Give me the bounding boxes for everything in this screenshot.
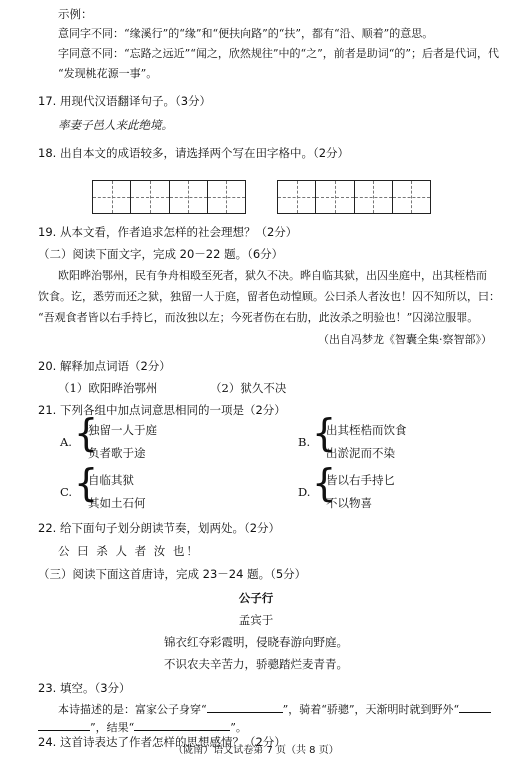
q23-prompt: 23. 填空。（3分） xyxy=(38,681,131,695)
q21-prompt: 21. 下列各组中加点词意思相同的一项是（2分） xyxy=(38,403,286,417)
section2-heading: （二）阅读下面文字，完成 20－22 题。（6分） xyxy=(38,247,284,261)
q17-quote: 率妻子邑人来此绝境。 xyxy=(58,118,173,132)
poem-author: 孟宾于 xyxy=(238,613,274,627)
q21-option-d-2: 不以物喜 xyxy=(326,496,372,510)
q20-item-2: （2）狱久不决 xyxy=(210,381,287,395)
passage-line-3: “吾观食者皆以右手持匕，而汝独以左；今死者伤在右肋，此汝杀之明验也！”囚涕泣服罪。 xyxy=(38,311,479,324)
q21-option-c-1: 自临其狱 xyxy=(88,473,134,487)
brace-icon: { xyxy=(312,461,337,505)
q21-option-a-1: 独留一人于庭 xyxy=(88,423,157,437)
answer-blank-3[interactable] xyxy=(134,718,230,731)
brace-icon: { xyxy=(74,411,99,455)
answer-blank-2a[interactable] xyxy=(459,700,491,713)
grid-cell[interactable] xyxy=(93,181,130,213)
q23-text-1: 本诗描述的是：富家公子身穿“ xyxy=(58,703,207,716)
example-heading: 示例： xyxy=(58,7,93,21)
q21-option-a-2: 负者歌于途 xyxy=(88,446,146,460)
q21-option-c-2: 其如土石何 xyxy=(88,496,146,510)
brace-icon: { xyxy=(312,411,337,455)
passage-source: （出自冯梦龙《智囊全集·察智部》） xyxy=(318,333,492,346)
answer-blank-1[interactable] xyxy=(207,700,283,713)
q20-item-1: （1）欧阳晔治鄂州 xyxy=(58,381,158,395)
grid-cell[interactable] xyxy=(392,181,430,213)
q23-line-1 xyxy=(58,700,491,719)
q20-prompt: 20. 解释加点词语（2分） xyxy=(38,359,171,373)
page-footer: （陇南）语文试卷第 7 页（共 8 页） xyxy=(173,745,339,756)
q21-option-d-label: D. xyxy=(298,485,311,499)
grid-cell[interactable] xyxy=(315,181,353,213)
q21-option-d-1: 皆以右手持匕 xyxy=(326,473,395,487)
grid-cell[interactable] xyxy=(130,181,168,213)
example-line-2: 字同意不同：“忘路之远近”“闻之，欣然规往”中的“之”，前者是助词“的”；后者是代词，代 xyxy=(58,47,499,60)
q17-prompt: 17. 用现代汉语翻译句子。（3分） xyxy=(38,94,212,108)
q21-option-b-1: 出其桎梏而饮食 xyxy=(326,423,407,437)
grid-cell[interactable] xyxy=(207,181,245,213)
q23-text-2: ”，骑着“骄骢”，天渐明时就到野外“ xyxy=(282,703,460,716)
tianzige-grid-1[interactable] xyxy=(92,180,246,214)
passage-line-2: 饮食。讫，悉劳而还之狱，独留一人于庭，留者色动惶顾。公曰杀人者汝也！囚不知所以，曰： xyxy=(38,290,500,303)
poem-line-2: 不识农夫辛苦力，骄骢踏烂麦青青。 xyxy=(164,657,348,671)
q21-option-b-2: 出淤泥而不染 xyxy=(326,446,395,460)
q23-text-4: ”。 xyxy=(230,721,247,734)
q21-option-b-label: B. xyxy=(298,435,311,449)
q22-prompt: 22. 给下面句子划分朗读节奏，划两处。（2分） xyxy=(38,521,281,535)
q22-sentence: 公 曰 杀 人 者 汝 也！ xyxy=(58,544,200,558)
brace-icon: { xyxy=(74,461,99,505)
tianzige-grid-2[interactable] xyxy=(277,180,431,214)
passage-line-1: 欧阳晔治鄂州，民有争舟相殴至死者，狱久不决。晔自临其狱，出囚坐庭中，出其桎梏而 xyxy=(58,269,487,282)
answer-blank-2b[interactable] xyxy=(38,718,90,731)
poem-line-1: 锦衣红夺彩霞明，侵晓春游向野庭。 xyxy=(164,635,348,649)
q18-prompt: 18. 出自本文的成语较多，请选择两个写在田字格中。（2分） xyxy=(38,146,350,160)
q21-option-c-label: C. xyxy=(60,485,73,499)
q21-option-a-label: A. xyxy=(60,435,72,449)
poem-title: 公子行 xyxy=(238,591,274,605)
example-line-1: 意同字不同：“缘溪行”的“缘”和“便扶向路”的“扶”，都有“沿、顺着”的意思。 xyxy=(58,27,434,40)
q24-prompt: 24. 这首诗表达了作者怎样的思想感情？（2分） xyxy=(38,735,286,749)
grid-cell[interactable] xyxy=(278,181,315,213)
grid-cell[interactable] xyxy=(169,181,207,213)
q23-text-3: ”，结果“ xyxy=(90,721,135,734)
q19-prompt: 19. 从本文看，作者追求怎样的社会理想？（2分） xyxy=(38,225,298,239)
section3-heading: （三）阅读下面这首唐诗，完成 23－24 题。（5分） xyxy=(38,567,307,581)
example-line-3: “发现桃花源一事”。 xyxy=(58,67,158,80)
grid-cell[interactable] xyxy=(354,181,392,213)
